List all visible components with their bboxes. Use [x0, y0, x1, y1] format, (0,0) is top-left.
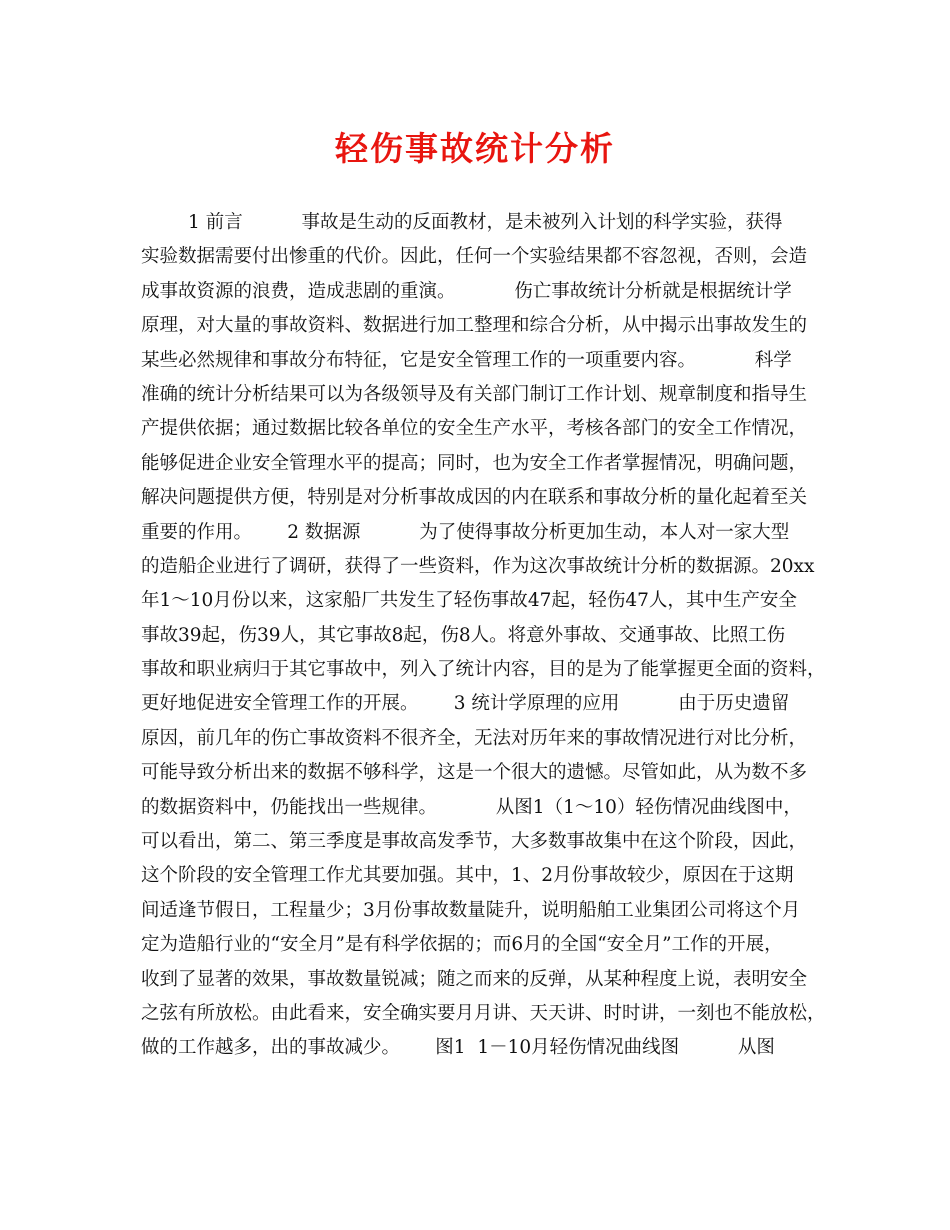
- body-text-line: 实验数据需要付出惨重的代价。因此，任何一个实验结果都不容忽视，否则，会造: [141, 246, 808, 268]
- body-text-line: 产提供依据；通过数据比较各单位的安全生产水平，考核各部门的安全工作情况，: [141, 418, 808, 440]
- body-text-line: 准确的统计分析结果可以为各级领导及有关部门制订工作计划、规章制度和指导生: [141, 383, 808, 405]
- body-text-line: 的数据资料中，仍能找出一些规律。 从图1（1～10）轻伤情况曲线图中，: [141, 796, 802, 818]
- body-text-line: 事故39起，伤39人，其它事故8起，伤8人。将意外事故、交通事故、比照工伤: [141, 624, 786, 646]
- body-text-line: 能够促进企业安全管理水平的提高；同时，也为安全工作者掌握情况，明确问题，: [141, 452, 808, 474]
- body-text-line: 收到了显著的效果，事故数量锐减；随之而来的反弹，从某种程度上说，表明安全: [141, 968, 808, 990]
- body-text-line: 解决问题提供方便，特别是对分析事故成因的内在联系和事故分析的量化起着至关: [141, 487, 808, 509]
- body-text-line: 年1～10月份以来，这家船厂共发生了轻伤事故47起，轻伤47人，其中生产安全: [141, 590, 797, 612]
- body-text-line: 原理，对大量的事故资料、数据进行加工整理和综合分析，从中揭示出事故发生的: [141, 315, 808, 337]
- body-text-line: 可能导致分析出来的数据不够科学，这是一个很大的遗憾。尽管如此，从为数不多: [141, 762, 808, 784]
- body-text-line: 可以看出，第二、第三季度是事故高发季节，大多数事故集中在这个阶段，因此，: [141, 831, 808, 853]
- body-text-line: 更好地促进安全管理工作的开展。 3 统计学原理的应用 由于历史遗留: [141, 693, 790, 715]
- body-text-line: 某些必然规律和事故分布特征，它是安全管理工作的一项重要内容。 科学: [141, 349, 792, 371]
- body-text: [141, 206, 831, 1066]
- body-text-line: 之弦有所放松。由此看来，安全确实要月月讲、天天讲、时时讲，一刻也不能放松，: [141, 1002, 826, 1024]
- document-title: 轻伤事故统计分析: [335, 129, 615, 168]
- body-text-line: 原因，前几年的伤亡事故资料不很齐全，无法对历年来的事故情况进行对比分析，: [141, 727, 808, 749]
- body-text-line: 定为造船行业的“安全月”是有科学依据的；而6月的全国“安全月”工作的开展，: [141, 934, 783, 956]
- body-text-line: 这个阶段的安全管理工作尤其要加强。其中，1、2月份事故较少，原因在于这期: [141, 865, 794, 887]
- body-text-line: 重要的作用。 2 数据源 为了使得事故分析更加生动，本人对一家大型: [141, 521, 790, 543]
- body-text-line: 成事故资源的浪费，造成悲剧的重演。 伤亡事故统计分析就是根据统计学: [141, 280, 792, 302]
- body-text-line: 做的工作越多，出的事故减少。 图1 1－10月轻伤情况曲线图 从图: [141, 1037, 775, 1059]
- body-text-line: 事故和职业病归于其它事故中，列入了统计内容，目的是为了能掌握更全面的资料，: [141, 659, 826, 681]
- body-text-line: 间适逢节假日，工程量少；3月份事故数量陡升，说明船舶工业集团公司将这个月: [141, 899, 801, 921]
- body-text-line: 1 前言 事故是生动的反面教材，是未被列入计划的科学实验，获得: [141, 212, 783, 233]
- body-text-line: 的造船企业进行了调研，获得了一些资料，作为这次事故统计分析的数据源。20xx: [141, 555, 815, 577]
